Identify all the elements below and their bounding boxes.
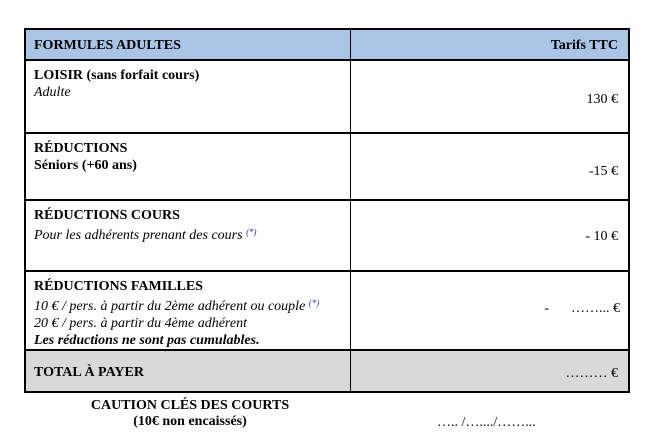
row-subtitle: Pour les adhérents prenant des cours xyxy=(34,228,243,243)
total-price-field: ……… € xyxy=(565,366,618,381)
header-label-cell xyxy=(25,29,350,60)
table-header-row xyxy=(25,29,629,60)
row-price: 130 € xyxy=(586,92,618,107)
footnote-marker: (*) xyxy=(246,227,257,237)
row-price xyxy=(351,272,629,317)
row-title: RÉDUCTIONS FAMILLES xyxy=(34,279,203,294)
header-label: FORMULES ADULTES xyxy=(34,38,181,53)
row-line-2: 20 € / pers. à partir du 4ème adhérent xyxy=(34,316,247,331)
row-subtitle: Séniors (+60 ans) xyxy=(34,158,137,173)
row-title: RÉDUCTIONS xyxy=(34,141,128,156)
caution-title: CAUTION CLÉS DES COURTS xyxy=(90,398,290,413)
row-line-3: Les réductions ne sont pas cumulables. xyxy=(34,333,260,348)
row-line-1: 10 € / pers. à partir du 2ème adhérent ou couple xyxy=(34,299,306,314)
caution-subtitle: (10€ non encaissés) xyxy=(133,414,247,429)
total-row xyxy=(25,350,629,392)
total-label: TOTAL À PAYER xyxy=(34,365,144,380)
table-row xyxy=(25,60,629,133)
table-row xyxy=(25,133,629,200)
table-row xyxy=(25,271,629,350)
row-price: -15 € xyxy=(588,164,618,179)
pricing-table xyxy=(24,28,630,393)
caution-date-field: ….. /…..../……... xyxy=(437,415,536,430)
footnote-marker: (*) xyxy=(308,298,320,308)
price-dash: - xyxy=(544,301,549,316)
row-price: - 10 € xyxy=(585,229,618,244)
row-subtitle: Adulte xyxy=(34,85,71,100)
row-title: LOISIR (sans forfait cours) xyxy=(34,68,200,83)
caution-block xyxy=(80,398,300,430)
header-price-cell xyxy=(350,29,629,60)
header-price-label: Tarifs TTC xyxy=(550,38,618,53)
row-title: RÉDUCTIONS COURS xyxy=(34,208,180,223)
table-row xyxy=(25,200,629,271)
price-blank-field: ……... € xyxy=(571,301,620,316)
